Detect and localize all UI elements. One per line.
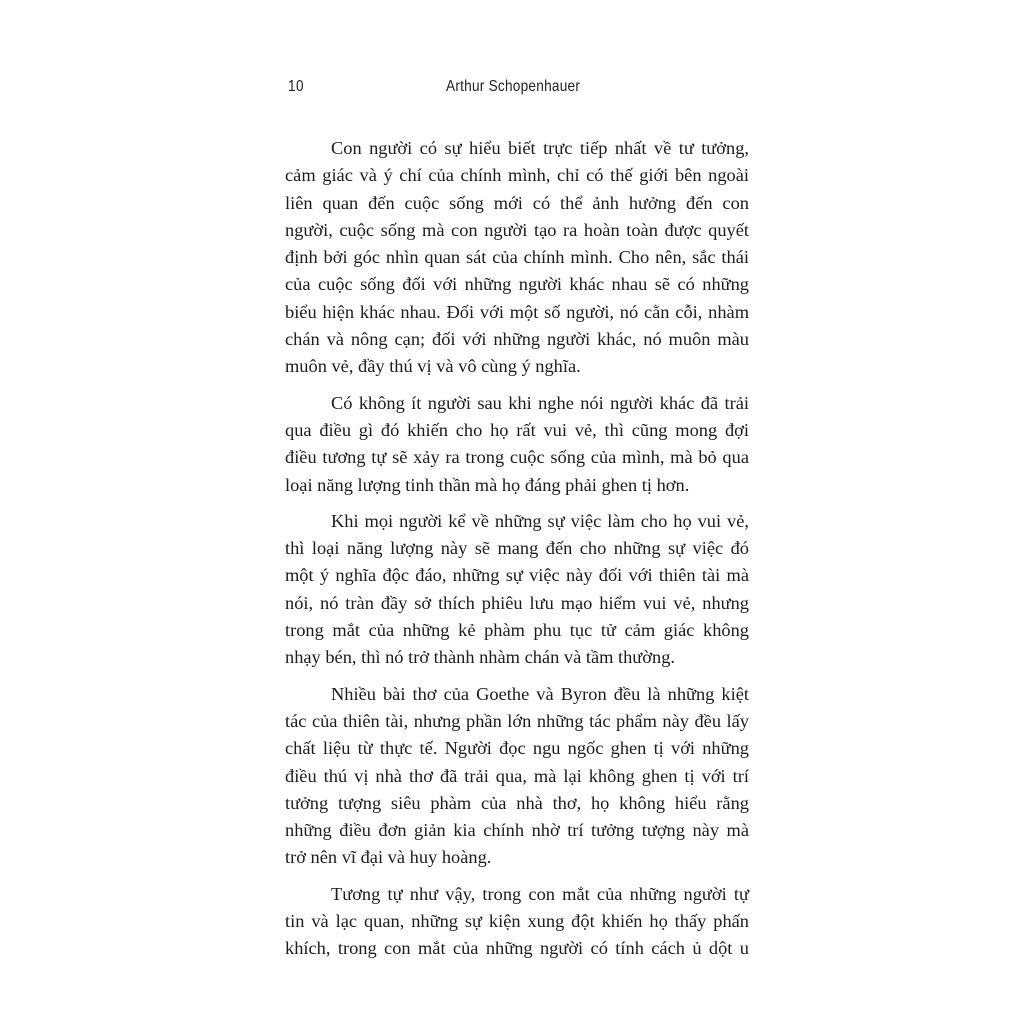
paragraph <box>285 390 749 499</box>
text-line: chất liệu từ thực tế. Người đọc ngu ngốc ghen tị với những <box>285 738 749 759</box>
text-line: Khi mọi người kể về những sự việc làm cho họ vui vẻ, <box>331 510 749 531</box>
text-line: biểu hiện khác nhau. Đối với một số người, nó cằn cỗi, nhàm <box>285 301 749 322</box>
text-line: Nhiều bài thơ của Goethe và Byron đều là những kiệt <box>331 683 749 704</box>
text-line: định bởi góc nhìn quan sát của chính mình. Cho nên, sắc thái <box>285 247 749 268</box>
text-line: người, cuộc sống mà con người tạo ra hoàn toàn được quyết <box>285 219 749 240</box>
text-line: chán và nông cạn; đối với những người khác, nó muôn màu <box>285 329 749 350</box>
paragraph <box>285 135 749 381</box>
text-line: tác của thiên tài, nhưng phần lớn những tác phẩm này đều lấy <box>285 710 749 731</box>
text-line: cảm giác và ý chí của chính mình, chỉ có thế giới bên ngoài <box>285 165 749 186</box>
paragraph <box>285 881 749 963</box>
text-line: trở nên vĩ đại và huy hoàng. <box>285 847 492 868</box>
text-line: khích, trong con mắt của những người có tính cách ủ dột u <box>285 938 749 959</box>
text-line: nói, nó tràn đầy sở thích phiêu lưu mạo hiểm vui vẻ, nhưng <box>285 592 749 613</box>
text-line: tin và lạc quan, những sự kiện xung đột khiến họ thấy phấn <box>285 911 749 932</box>
text-line: muôn vẻ, đầy thú vị và vô cùng ý nghĩa. <box>285 356 581 377</box>
running-title: Arthur Schopenhauer <box>446 78 581 95</box>
text-line: Con người có sự hiểu biết trực tiếp nhất về tư tưởng, <box>331 138 749 158</box>
text-line: nhạy bén, thì nó trở thành nhàm chán và tầm thường. <box>285 647 675 668</box>
text-line: Có không ít người sau khi nghe nói người khác đã trải <box>331 392 749 413</box>
text-line: liên quan đến cuộc sống mới có thể ảnh hưởng đến con <box>285 192 749 213</box>
paragraph <box>285 508 749 672</box>
text-line: trong mắt của những kẻ phàm phu tục tử cảm giác không <box>285 620 749 641</box>
paragraph <box>285 681 749 872</box>
text-line: điều tương tự sẽ xảy ra trong cuộc sống của mình, mà bỏ qua <box>285 447 749 468</box>
text-line: Tương tự như vậy, trong con mắt của những người tự <box>331 883 749 904</box>
page-number: 10 <box>288 78 304 95</box>
text-line: điều thú vị nhà thơ đã trải qua, mà lại không ghen tị với trí <box>285 765 749 786</box>
running-header <box>286 78 750 102</box>
text-line: những điều đơn giản kia chính nhờ trí tưởng tượng này mà <box>285 820 749 841</box>
text-line: qua điều gì đó khiến cho họ rất vui vẻ, thì cũng mong đợi <box>285 419 749 440</box>
text-line: một ý nghĩa độc đáo, những sự việc này đối với thiên tài mà <box>285 565 749 586</box>
text-line: của cuộc sống đối với những người khác nhau sẽ có những <box>285 274 749 295</box>
text-line: loại năng lượng tinh thần mà họ đáng phải ghen tị hơn. <box>285 474 690 495</box>
text-line: thì loại năng lượng này sẽ mang đến cho những sự việc đó <box>285 538 749 559</box>
body-text <box>285 135 749 972</box>
text-line: tưởng tượng siêu phàm của nhà thơ, họ không hiểu rằng <box>285 792 749 813</box>
